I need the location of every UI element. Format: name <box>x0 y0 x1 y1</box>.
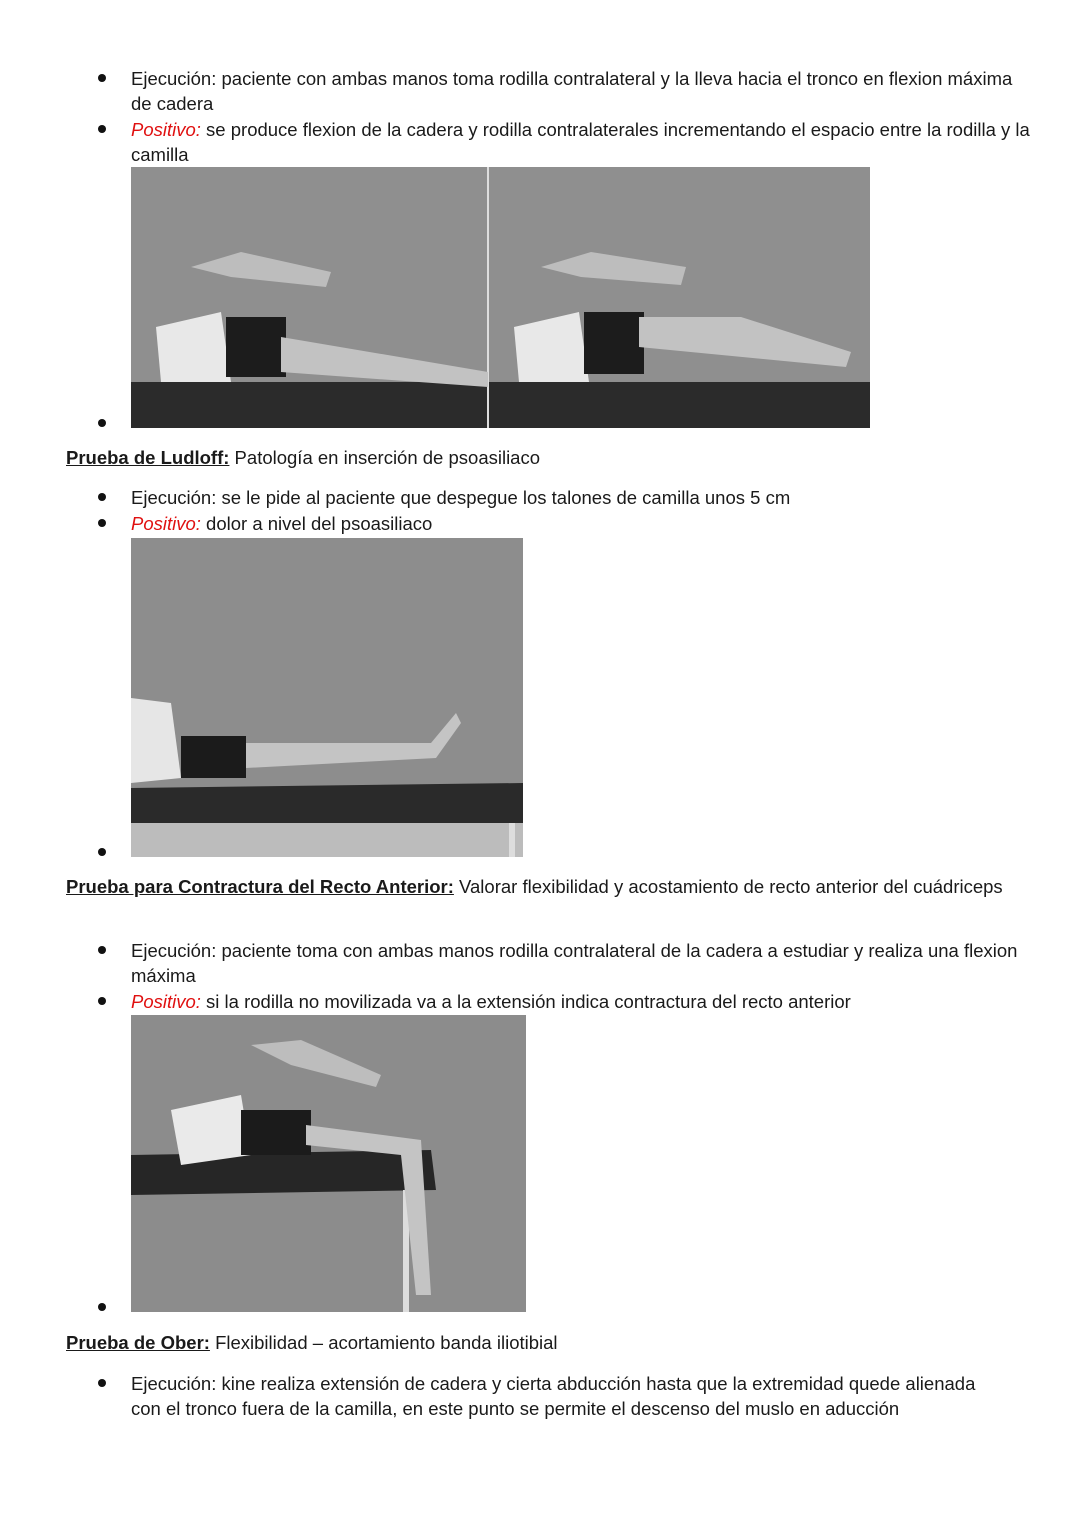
bullet <box>98 997 106 1005</box>
recto-anterior-heading <box>66 874 1016 899</box>
list-item <box>131 117 1031 167</box>
section-title: Prueba de Ober: <box>66 1332 210 1353</box>
bullet <box>98 946 106 954</box>
item-text: paciente toma con ambas manos rodilla contralateral de la cadera a estudiar y realiza una flexion máxima <box>131 940 1018 986</box>
execution-label: Ejecución: <box>131 487 217 508</box>
bullet <box>98 519 106 527</box>
section-description: Patología en inserción de psoasiliaco <box>229 447 541 468</box>
ober-heading <box>66 1330 1016 1355</box>
list-item <box>131 989 1031 1014</box>
thomas-test-photo-pair <box>131 167 870 428</box>
section-description: Flexibilidad – acortamiento banda iliotibial <box>209 1332 558 1353</box>
item-text: paciente con ambas manos toma rodilla contralateral y la lleva hacia el tronco en flexion máxima de cadera <box>131 68 1013 114</box>
bullet <box>98 493 106 501</box>
positive-label: Positivo: <box>131 991 201 1012</box>
positive-label: Positivo: <box>131 513 201 534</box>
list-item <box>131 511 1031 536</box>
section-title: Prueba para Contractura del Recto Anterior: <box>66 876 454 897</box>
list-item <box>131 938 1031 988</box>
section-description: Valorar flexibilidad y acostamiento de recto anterior del cuádriceps <box>453 876 1003 897</box>
list-item <box>131 1371 981 1421</box>
ludloff-test-photo <box>131 538 523 857</box>
execution-label: Ejecución: <box>131 68 217 89</box>
ludloff-heading <box>66 445 1016 470</box>
bullet <box>98 125 106 133</box>
list-item <box>131 66 1031 116</box>
bullet <box>98 419 106 427</box>
bullet <box>98 848 106 856</box>
item-text: se le pide al paciente que despegue los talones de camilla unos 5 cm <box>216 487 791 508</box>
bullet <box>98 1379 106 1387</box>
bullet <box>98 1303 106 1311</box>
item-text: dolor a nivel del psoasiliaco <box>200 513 433 534</box>
item-text: kine realiza extensión de cadera y cierta abducción hasta que la extremidad quede alienada con el tronco fuera de la camilla, en este punto se permite el descenso del muslo en aducción <box>131 1373 976 1419</box>
recto-anterior-test-photo <box>131 1015 526 1312</box>
item-text: si la rodilla no movilizada va a la extensión indica contractura del recto anterior <box>200 991 851 1012</box>
section-title: Prueba de Ludloff: <box>66 447 230 468</box>
execution-label: Ejecución: <box>131 940 217 961</box>
positive-label: Positivo: <box>131 119 201 140</box>
execution-label: Ejecución: <box>131 1373 217 1394</box>
item-text: se produce flexion de la cadera y rodilla contralaterales incrementando el espacio entre la rodilla y la camilla <box>131 119 1030 165</box>
bullet <box>98 74 106 82</box>
list-item <box>131 485 1031 510</box>
